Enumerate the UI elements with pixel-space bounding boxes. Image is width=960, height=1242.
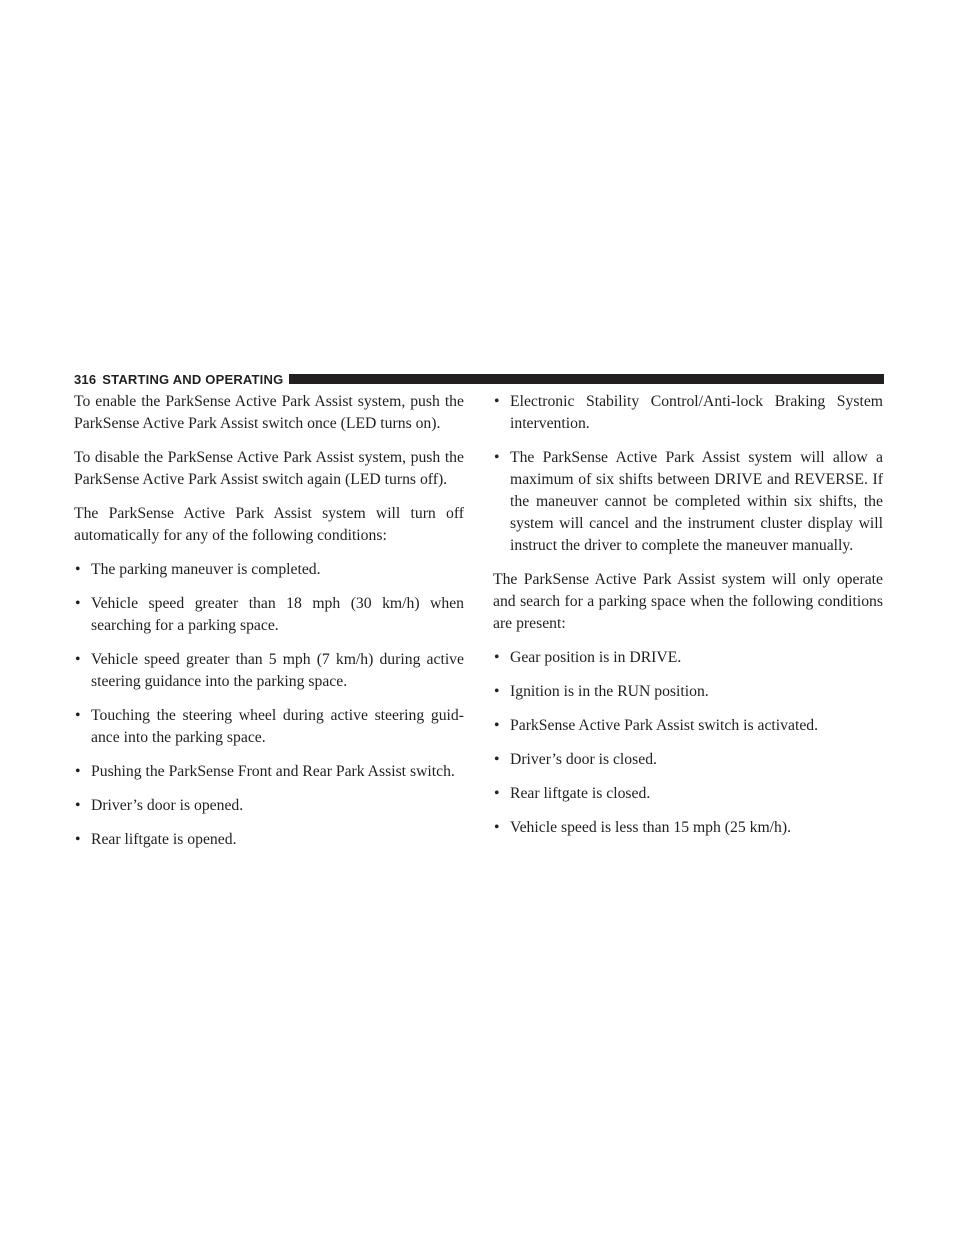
operate-intro-paragraph: The ParkSense Active Park Assist system will only operate and search for a parking space when the following conditions are present:	[493, 571, 883, 632]
list-item-text: Electronic Stability Control/Anti-lock Braking System intervention.	[510, 393, 883, 432]
list-item	[74, 761, 464, 783]
bullet-icon: •	[494, 449, 500, 466]
bullet-icon: •	[494, 683, 500, 700]
page-number: 316	[74, 371, 97, 387]
list-item-text: ParkSense Active Park Assist switch is activated.	[510, 717, 819, 734]
list-item	[74, 795, 464, 817]
bullet-icon: •	[75, 561, 81, 578]
left-column	[74, 391, 464, 863]
bullet-icon: •	[494, 751, 500, 768]
list-item-text: Vehicle speed greater than 18 mph (30 km/h) when searching for a parking space.	[91, 595, 464, 634]
bullet-icon: •	[75, 831, 81, 848]
list-item	[493, 681, 883, 703]
list-item	[74, 649, 464, 693]
page-header	[74, 371, 884, 387]
bullet-icon: •	[494, 717, 500, 734]
bullet-icon: •	[494, 649, 500, 666]
section-title: STARTING AND OPERATING	[102, 371, 284, 387]
list-item-text: Touching the steering wheel during active steering guidance into the parking space.	[91, 707, 464, 746]
list-item	[493, 391, 883, 435]
enable-paragraph: To enable the ParkSense Active Park Assist system, push the ParkSense Active Park Assist switch once (LED turns on).	[74, 393, 464, 432]
list-item	[74, 705, 464, 749]
list-item	[74, 559, 464, 581]
list-item	[493, 817, 883, 839]
bullet-icon: •	[494, 785, 500, 802]
list-item-text: Ignition is in the RUN position.	[510, 683, 709, 700]
bullet-icon: •	[75, 763, 81, 780]
list-item-text: Rear liftgate is closed.	[510, 785, 651, 802]
bullet-icon: •	[75, 651, 81, 668]
list-item	[493, 783, 883, 805]
list-item-text: Pushing the ParkSense Front and Rear Park Assist switch.	[91, 763, 455, 780]
list-item	[74, 829, 464, 851]
right-column	[493, 391, 883, 851]
list-item-text: Driver’s door is opened.	[91, 797, 244, 814]
turn-off-intro-paragraph: The ParkSense Active Park Assist system will turn off automatically for any of the following conditions:	[74, 505, 464, 544]
list-item-text: Rear liftgate is opened.	[91, 831, 237, 848]
list-item-text: Vehicle speed greater than 5 mph (7 km/h) during active steering guidance into the parking space.	[91, 651, 464, 690]
list-item-text: Vehicle speed is less than 15 mph (25 km/h).	[510, 819, 792, 836]
list-item	[493, 749, 883, 771]
list-item	[74, 593, 464, 637]
list-item-text: Driver’s door is closed.	[510, 751, 657, 768]
bullet-icon: •	[75, 797, 81, 814]
bullet-icon: •	[75, 707, 81, 724]
list-item-text: The parking maneuver is completed.	[91, 561, 321, 578]
list-item-text: The ParkSense Active Park Assist system will allow a maximum of six shifts between DRIVE and REVERSE. If the maneuver cannot be completed within six shifts, the system will cancel and the instrument cluster display will instruct the driver to complete the maneuver manually.	[510, 449, 883, 554]
disable-paragraph: To disable the ParkSense Active Park Assist system, push the ParkSense Active Park Assist switch again (LED turns off).	[74, 449, 464, 488]
bullet-icon: •	[494, 393, 500, 410]
bullet-icon: •	[494, 819, 500, 836]
list-item	[493, 447, 883, 557]
list-item	[493, 715, 883, 737]
bullet-icon: •	[75, 595, 81, 612]
list-item-text: Gear position is in DRIVE.	[510, 649, 682, 666]
list-item	[493, 647, 883, 669]
header-rule	[289, 374, 884, 384]
